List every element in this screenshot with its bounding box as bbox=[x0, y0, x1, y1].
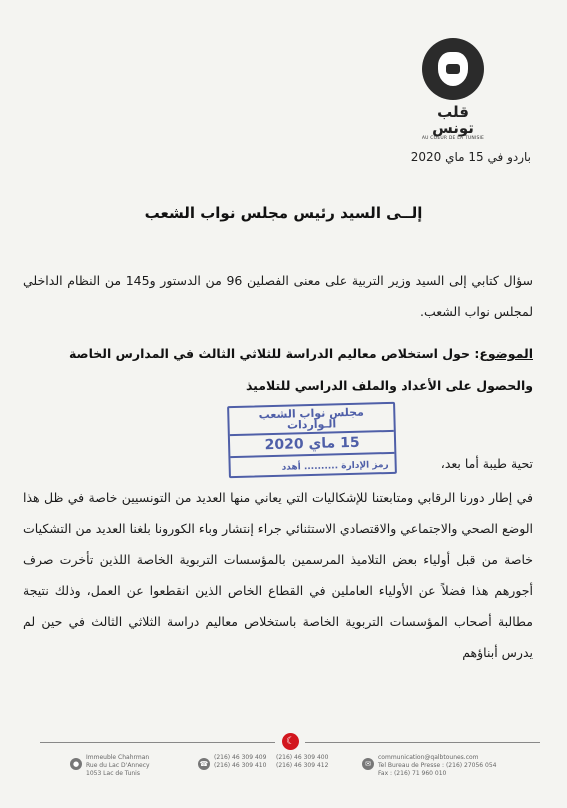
subject-label: الموضوع bbox=[479, 346, 533, 361]
intro-paragraph: سؤال كتابي إلى السيد وزير التربية على معنى الفصلين 96 من الدستور و145 من النظام الداخلي لمجلس نواب الشعب. bbox=[23, 273, 534, 319]
footer-divider-left bbox=[40, 742, 275, 743]
location-pin-icon: ● bbox=[70, 758, 82, 770]
party-logo bbox=[418, 38, 488, 141]
footer-phones-2: (216) 46 309 400 (216) 46 309 412 bbox=[276, 754, 329, 769]
footer-divider-right bbox=[305, 742, 540, 743]
subject-text: : حول استخلاص معاليم الدراسة للثلاثي الثالث في المدارس الخاصة والحصول على الأعداد والملف الدراسي للتلاميذ bbox=[68, 346, 533, 393]
addressee-line: إلــى السيد رئيس مجلس نواب الشعب bbox=[144, 204, 423, 222]
stamp-ref: رمز الإدارة .......... أهدد bbox=[281, 460, 389, 473]
footer-contact: communication@qalbtounes.com Tel Bureau de Presse : (216) 27056 054 Fax : (216) 71 960 010 bbox=[378, 754, 497, 777]
party-tagline: AU COEUR DE LA TUNISIE bbox=[421, 136, 485, 141]
party-name: قلب تونس bbox=[432, 103, 474, 137]
letter-footer bbox=[40, 736, 540, 792]
stamp-date: 15 ماي 2020 bbox=[230, 430, 395, 458]
emblem-icon: ☾ bbox=[282, 733, 299, 750]
stamp-line-1: مجلس نواب الشعب bbox=[258, 405, 365, 422]
letter-date: باردو في 15 ماي 2020 bbox=[410, 150, 531, 164]
footer-phones-1: (216) 46 309 409 (216) 46 309 410 bbox=[214, 754, 267, 769]
stamp-line-2: الـواردات bbox=[286, 417, 337, 432]
body-paragraph: في إطار دورنا الرقابي ومتابعتنا للإشكاليات التي يعاني منها العديد من التونسيين خاصة في ظل هذا الوضع الصحي والاجتماعي والاقتصادي الاستثنائي جراء إنتشار وباء الكورونا بلغنا العديد من التشكيات خاصة من قبل أولياء بعض التلاميذ المرسمين بالمؤسسات التربوية الخاصة اللذين تأخرت صرف أجورهم هذا فضلاً عن الأولياء العاملين في القطاع الخاص الذين انقطعوا عن العمل، وذلك نتيجة مطالبة أصحاب المؤسسات التربوية الخاصة باستخلاص معاليم دراسة الثلاثي الثالث في حين لم يدرس أبناؤهم bbox=[23, 490, 533, 660]
greeting: تحية طيبة أما بعد، bbox=[440, 456, 533, 471]
email-icon: ✉ bbox=[362, 758, 374, 770]
footer-address: Immeuble Chahrman Rue du Lac D'Annecy 1053 Lac de Tunis bbox=[86, 754, 150, 777]
phone-icon: ☎ bbox=[199, 760, 209, 768]
lion-head-icon bbox=[422, 38, 484, 100]
subject-line bbox=[23, 338, 533, 402]
